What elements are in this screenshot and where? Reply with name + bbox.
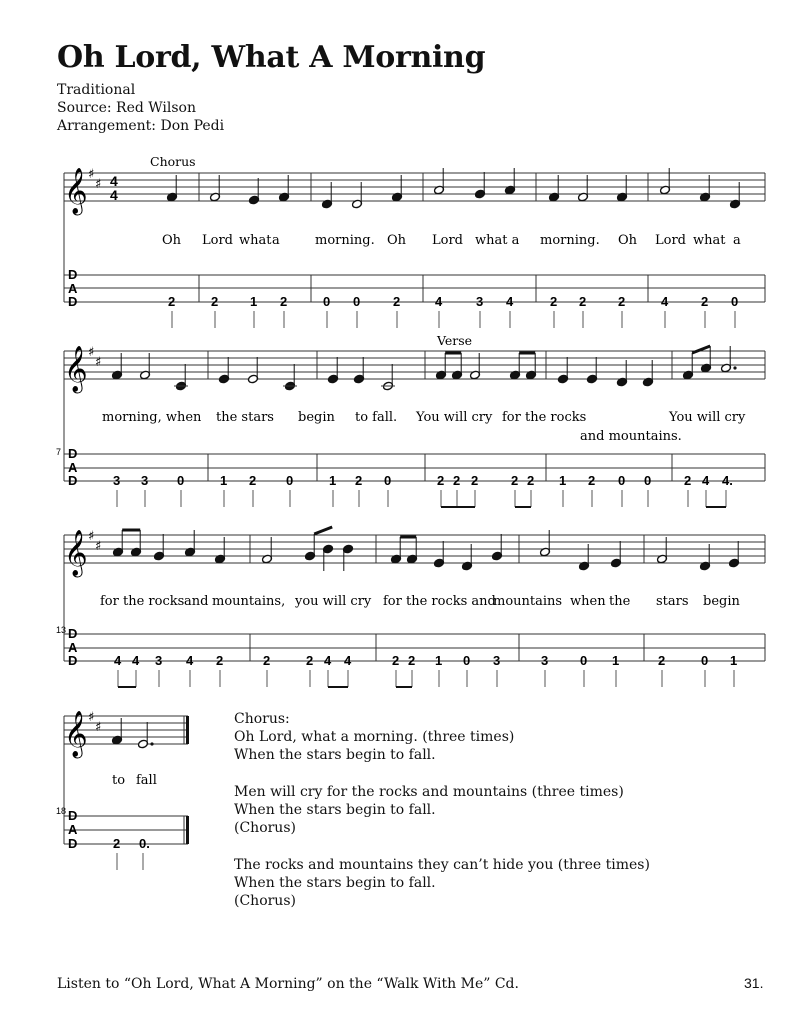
lyric-word: Lord [432,233,463,248]
svg-text:♯: ♯ [88,167,95,182]
verse-line: When the stars begin to fall. [234,802,436,819]
lyric-word: for the rocks [502,410,587,425]
tab-number: 1 [220,473,228,488]
tab-number: 4. [722,473,733,488]
song-source: Source: Red Wilson [57,100,196,116]
tab-number: 2 [211,294,219,309]
key-signature [88,167,101,192]
tab-number: 0 [731,294,739,309]
tab-number: 2 [550,294,558,309]
tab-string-labels [68,446,78,488]
tab-number: 2 [588,473,596,488]
song-origin: Traditional [57,82,136,98]
tab-number: 2 [113,836,121,851]
verse-line: (Chorus) [234,820,296,837]
listen-note: Listen to “Oh Lord, What A Morning” on the “Walk With Me” Cd. [57,976,519,992]
svg-text:D: D [68,267,78,282]
lyric-word: Oh [618,233,638,248]
lyric-word: morning. [540,233,600,248]
lyric-word: fall [136,773,157,788]
tab-number: 0 [463,653,471,668]
tab-staff [64,816,188,844]
system-2 [64,345,765,507]
treble-clef-icon: 𝄞 [64,530,88,576]
treble-clef-icon: 𝄞 [64,168,88,214]
tab-number: 3 [493,653,501,668]
tab-number: 1 [435,653,443,668]
system-3 [64,527,765,687]
lyric-word: a [272,233,280,248]
tab-number: 4 [344,653,352,668]
key-signature [88,529,101,554]
tab-number: 2 [306,653,314,668]
verse-label: Verse [437,333,473,348]
tab-number: 2 [168,294,176,309]
note-beam [314,527,332,534]
lyric-word: when [570,594,606,609]
lyrics [100,594,740,609]
tab-number: 2 [437,473,445,488]
tab-numbers [113,836,150,870]
tab-number: 2 [684,473,692,488]
tab-number: 4 [506,294,514,309]
lyric-word: Lord [202,233,233,248]
verse-line [234,837,650,855]
notes [167,168,741,209]
tab-string-labels [68,808,78,851]
tab-number: 3 [476,294,484,309]
lyric-word: the [609,594,631,609]
measure-number-7: 7 [56,447,62,457]
tab-number: 0 [384,473,392,488]
svg-text:D: D [68,473,78,488]
verse-line: Chorus: [234,711,290,727]
lyric-word: and mountains. [580,429,682,444]
tab-number: 3 [141,473,149,488]
key-signature [88,710,101,735]
note-dot [733,366,736,369]
tab-number: 2 [579,294,587,309]
tab-number: 4 [186,653,194,668]
lyric-word: to [112,773,126,788]
svg-text:♯: ♯ [95,355,102,370]
tab-staff [64,454,765,481]
lyric-word: morning, when [102,410,202,425]
lyric-word: stars [656,594,689,609]
lyric-word: mountains [493,594,563,609]
svg-text:♯: ♯ [95,720,102,735]
page-number: 31. [744,975,764,991]
tab-number: 1 [730,653,738,668]
tab-number: 4 [702,473,710,488]
tab-number: 2 [408,653,416,668]
measure-number-13: 13 [56,625,67,635]
key-signature [88,345,101,370]
tab-number: 0 [286,473,294,488]
tab-number: 2 [701,294,709,309]
lyric-word: You will cry [669,410,746,425]
svg-text:D: D [68,294,78,309]
tab-number: 0 [323,294,331,309]
lyrics [102,410,746,444]
verse-line: When the stars begin to fall. [234,747,436,764]
system-1 [64,167,765,328]
tab-number: 0 [618,473,626,488]
svg-text:♯: ♯ [95,177,102,192]
tab-number: 2 [658,653,666,668]
tab-number: 4 [114,653,122,668]
svg-text:D: D [68,836,78,851]
lyric-word: You will cry [416,410,493,425]
tab-number: 3 [155,653,163,668]
final-barline-tab [186,816,189,844]
tab-number: 4 [435,294,443,309]
tab-number: 2 [471,473,479,488]
lyric-word: for the rocks [100,594,185,609]
tab-number: 2 [511,473,519,488]
time-signature [110,173,118,203]
tab-string-labels [68,626,78,668]
tab-numbers [113,473,733,507]
tab-number: 1 [250,294,258,309]
tab-number: 0 [580,653,588,668]
tab-number: 4 [132,653,140,668]
chorus-label: Chorus [150,154,196,169]
lyric-word: begin [298,410,335,425]
system-4 [64,710,189,870]
tab-number: 2 [216,653,224,668]
tab-number: 0 [644,473,652,488]
tab-number: 1 [612,653,620,668]
lyric-word: and [184,594,209,609]
svg-text:A: A [68,822,78,837]
tab-number: 1 [329,473,337,488]
svg-text:♯: ♯ [88,529,95,544]
song-arrangement: Arrangement: Don Pedi [57,118,225,134]
tab-number: 4 [324,653,332,668]
note-beam [692,346,710,353]
tab-number: 3 [541,653,549,668]
tab-number: 1 [559,473,567,488]
tab-number: 3 [113,473,121,488]
lyric-word: Oh [162,233,182,248]
verses-text [234,710,650,910]
lyrics [162,233,741,248]
verse-line [234,765,650,783]
verse-line: (Chorus) [234,893,296,910]
lyric-word: morning. [315,233,375,248]
tab-number: 0 [177,473,185,488]
tab-number: 2 [393,294,401,309]
notes [112,346,737,391]
tab-number: 2 [618,294,626,309]
svg-text:D: D [68,653,78,668]
svg-text:D: D [68,446,78,461]
song-title: Oh Lord, What A Morning [57,40,486,75]
tab-numbers [168,294,738,328]
treble-clef-icon: 𝄞 [64,711,88,757]
lyric-word: a [733,233,741,248]
lyric-word: what [693,233,726,248]
lyrics [112,773,157,788]
final-barline [186,716,189,744]
lyric-word: Oh [387,233,407,248]
svg-text:♯: ♯ [88,710,95,725]
verse-line: Oh Lord, what a morning. (three times) [234,729,515,746]
lyric-word: Lord [655,233,686,248]
svg-text:♯: ♯ [95,539,102,554]
lyric-word: what [239,233,272,248]
verse-line: The rocks and mountains they can’t hide you (three times) [234,856,650,873]
tab-number: 2 [453,473,461,488]
svg-text:D: D [68,808,78,823]
lyric-word: what a [475,233,520,248]
lyric-word: mountains, [212,594,286,609]
tab-number: 2 [527,473,535,488]
tab-number: 0 [353,294,361,309]
tab-number: 0 [701,653,709,668]
tab-string-labels [68,267,78,309]
tab-number: 2 [280,294,288,309]
verse-line: Men will cry for the rocks and mountains (three times) [234,783,624,800]
svg-text:A: A [68,640,78,655]
lyric-word: for the rocks and [383,594,496,609]
svg-text:4: 4 [110,173,118,189]
tab-number: 0. [139,836,150,851]
tab-number: 2 [263,653,271,668]
lyric-word: begin [703,594,740,609]
tab-number: 2 [355,473,363,488]
svg-text:D: D [68,626,78,641]
tab-number: 2 [392,653,400,668]
svg-text:A: A [68,460,78,475]
svg-text:♯: ♯ [88,345,95,360]
lyric-word: you will cry [295,594,372,609]
svg-text:A: A [68,281,78,296]
lyric-word: the stars [216,410,274,425]
lyric-word: to fall. [355,410,398,425]
verse-line: When the stars begin to fall. [234,874,436,891]
tab-number: 2 [249,473,257,488]
measure-number-18: 18 [56,806,67,816]
note-dot [150,742,153,745]
svg-text:4: 4 [110,187,118,203]
tab-number: 4 [661,294,669,309]
treble-clef-icon: 𝄞 [64,346,88,392]
